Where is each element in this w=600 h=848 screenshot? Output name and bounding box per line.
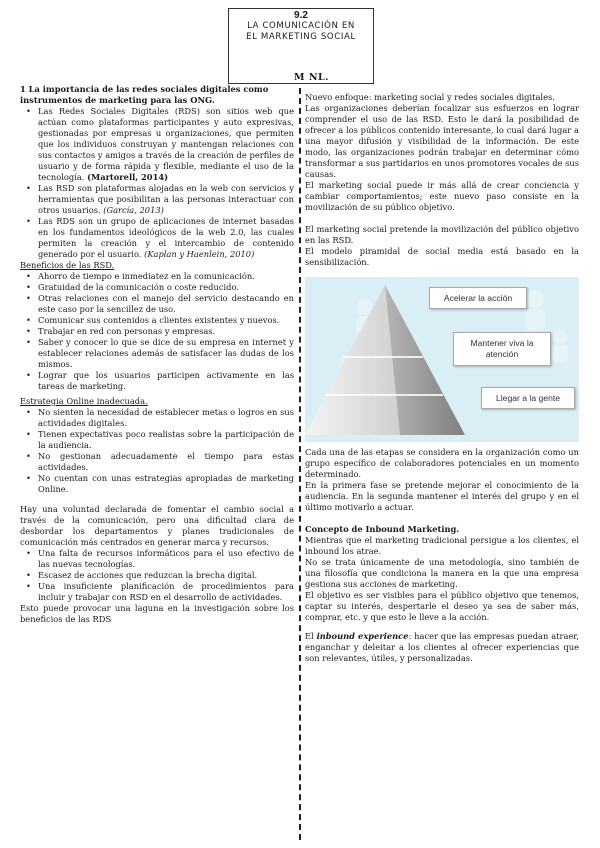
strategy-list <box>20 407 294 495</box>
section-heading: 1 La importancia de las redes sociales digitales como instrumentos de marketing para las ONG. <box>20 84 269 105</box>
inbound-experience-term: inbound experience <box>316 631 409 641</box>
author-initials: M NL. <box>294 72 329 83</box>
list-item: • Escasez de acciones que reduzcan la brecha digital. <box>26 570 258 580</box>
paragraph-inbound-objective: El objetivo es ser visibles para el público objetivo que tenemos, captar su interés, despertarle el deseo ya sea de saber más, comprar, etc. y que esto le lleve a la acción. <box>305 590 579 622</box>
inbound-title: Concepto de Inbound Marketing. <box>305 524 460 534</box>
list-item: • Gratuidad de la comunicación o coste reducido. <box>26 282 239 292</box>
title-line-1: LA COMUNICACIÓN EN <box>247 21 355 31</box>
section-number: 9.2 <box>294 10 308 21</box>
title-line-2: EL MARKETING SOCIAL <box>246 32 356 42</box>
paragraph-social-marketing: El marketing social puede ir más allá de crear conciencia y cambiar comportamientos; este nuevo paso consiste en la movilización de su público objetivo. <box>305 180 579 212</box>
list-item: • No sienten la necesidad de establecer metas o logros en sus actividades digitales. <box>26 407 294 428</box>
paragraph-social-change: Hay una voluntad declarada de fomentar el cambio social a través de la comunicación, pero una dificultad clara de desbordar los departamentos y planes tradicionales de comunicación más centrados en generar marca y recursos. <box>20 504 294 547</box>
list-item: • Otras relaciones con el manejo del servicio destacando en este caso por la sencillez de uso. <box>26 293 294 314</box>
paragraph-new-approach: Nuevo enfoque: marketing social y redes sociales digitales. <box>305 92 555 102</box>
right-column <box>305 92 579 664</box>
paragraph-inbound-philosophy: No se trata únicamente de una metodología, sino también de una filosofía que condiciona la manera en la que una empresa gestiona sus acciones de marketing. <box>305 557 579 589</box>
list-item: • Una insuficiente planificación de procedimientos para incluir y trabajar con RSD en el desarrollo de actividades. <box>26 581 294 602</box>
column-divider <box>299 88 301 840</box>
left-column <box>20 84 294 625</box>
citation: (García, 2013) <box>103 205 164 215</box>
pyramid-level-middle: Mantener viva la atención <box>453 332 551 366</box>
pyramid-level-bottom: Llegar a la gente <box>481 387 575 409</box>
list-item: • Lograr que los usuarios participen activamente en las tareas de marketing. <box>26 370 294 391</box>
paragraph-mobilization: El marketing social pretende la movilización del público objetivo en las RSD. <box>305 224 579 245</box>
list-item: • Comunicar sus contenidos a clientes existentes y nuevos. <box>26 315 280 325</box>
list-item: • Tienen expectativas poco realistas sobre la participación de la audiencia. <box>26 429 294 450</box>
paragraph-organizations: Las organizaciones deberían focalizar sus esfuerzos en lograr comprender el uso de las RSD. Esto le dará la posibilidad de ofrecer a los públicos contenido interesante, lo cual dará lugar a una mayor difusión y visibilidad de la información. De este modo, las organizaciones podrán trabajar en determinar cómo transformar a sus partidarios en unos promotores vocales de sus causas. <box>305 103 579 179</box>
pyramid-level-top: Acelerar la acción <box>429 287 527 309</box>
benefits-title: Beneficios de las RSD. <box>20 260 115 270</box>
list-item: • Ahorro de tiempo e inmediatez en la comunicación. <box>26 271 255 281</box>
list-item: • Las RDS son un grupo de aplicaciones de internet basadas en los fundamentos ideológicos de la web 2.0, las cuales permiten la creación y el intercambio de contenido generado por el usuario. (Kaplan y Haenlein, 2010) <box>26 216 294 259</box>
list-item: • Las RSD son plataformas alojadas en la web con servicios y herramientas que posibilitan a las personas interactuar con otros usuarios. (García, 2013) <box>26 183 294 215</box>
paragraph-pyramid-model: El modelo piramidal de social media está basado en la sensibilización. <box>305 246 579 267</box>
paragraph-inbound-attracts: Mientras que el marketing tradicional persigue a los clientes, el inbound los atrae. <box>305 535 579 556</box>
paragraph-phases: En la primera fase se pretende mejorar el conocimiento de la audiencia. En la segunda mantener el interés del grupo y en el último motivarlo a actuar. <box>305 480 579 512</box>
paragraph-stages: Cada una de las etapas se considera en la organización como un grupo específico de colaboradores potenciales en un momento determinado. <box>305 447 579 479</box>
citation: (Martorell, 2014) <box>87 172 169 182</box>
list-item: • Las Redes Sociales Digitales (RDS) son sitios web que actúan como plataformas participantes y auto expresivas, gestionadas por empresas u organizaciones, que permiten que los individuos construyan y mantengan relaciones con sus contactos y amigos a través de la creación de perfiles de usuario y de forma rápida y flexible, mediante el uso de la tecnología. (Martorell, 2014) <box>26 106 294 182</box>
problems-list <box>20 548 294 603</box>
pyramid-diagram <box>305 277 579 442</box>
paragraph-closing: Esto puede provocar una laguna en la investigación sobre los beneficios de las RDS <box>20 603 294 624</box>
paragraph-inbound-experience: El inbound experience: hacer que las empresas puedan atraer, enganchar y deleitar a los clientes al ofrecer experiencias que son relevantes, útiles, y personalizadas. <box>305 631 579 663</box>
pyramid-left-face <box>305 285 400 435</box>
list-item: • No gestionan adecuadamente el tiempo para estas actividades. <box>26 451 294 472</box>
citation: (Kaplan y Haenlein, 2010) <box>144 249 255 259</box>
definitions-list <box>20 106 294 260</box>
list-item: • No cuentan con unas estrategias apropiadas de marketing Online. <box>26 473 294 494</box>
strategy-title: Estrategia Online inadecuada. <box>20 396 148 406</box>
list-item: • Trabajar en red con personas y empresas. <box>26 326 216 336</box>
list-item: • Una falta de recursos informáticos para el uso efectivo de las nuevas tecnologías. <box>26 548 294 569</box>
benefits-list <box>20 271 294 392</box>
list-item: • Saber y conocer lo que se dice de su empresa en internet y establecer relaciones además de satisfacer las dudas de los mismos. <box>26 337 294 369</box>
